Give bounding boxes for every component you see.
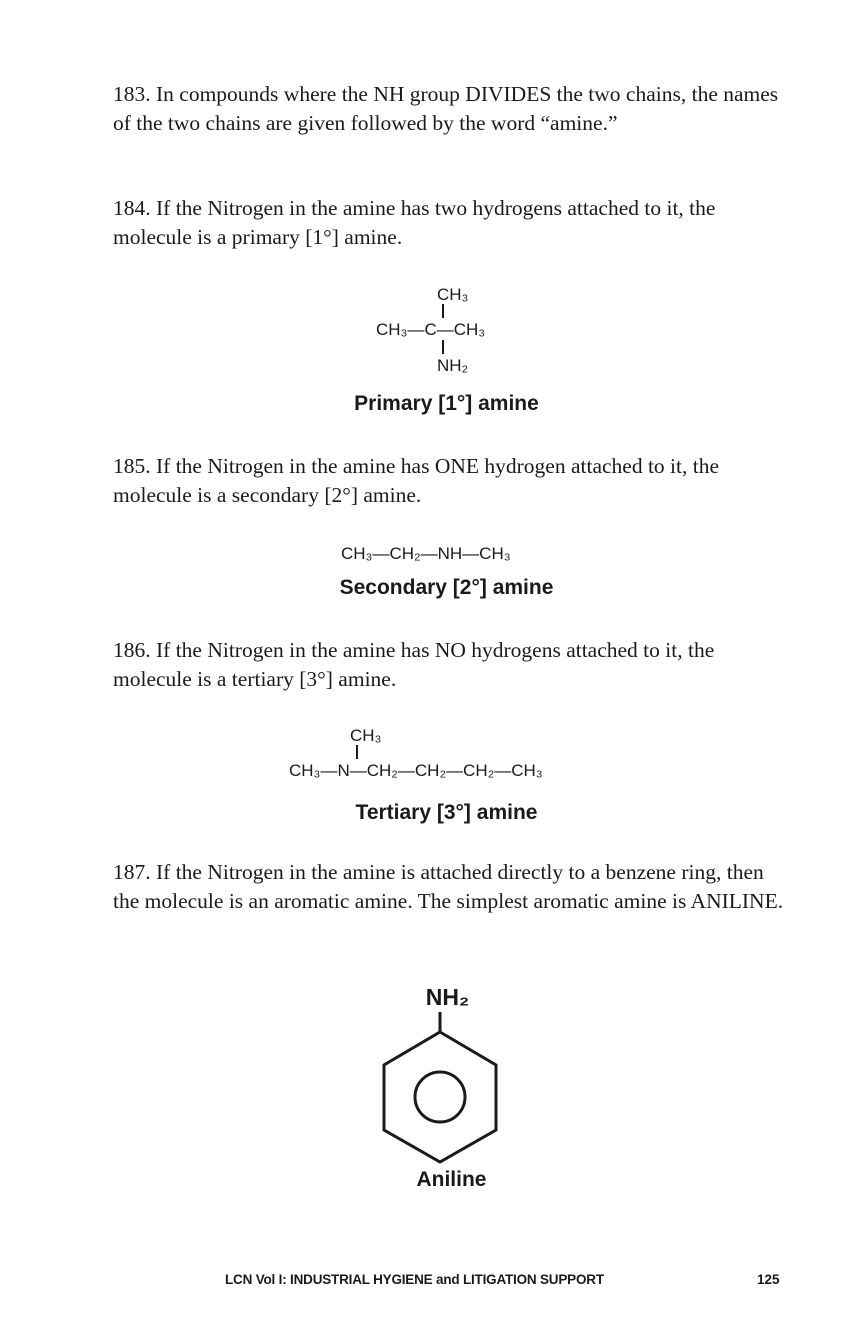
benzene-hexagon <box>384 1032 496 1162</box>
page-number: 125 <box>757 1272 780 1287</box>
paragraph-187: 187. If the Nitrogen in the amine is attached directly to a benzene ring, then the molecule is an aromatic amine. The simplest aromatic amine is ANILINE. <box>113 860 784 913</box>
primary-top-group: CH₃ <box>437 285 469 304</box>
primary-top-bond <box>442 304 444 318</box>
paragraph-184: 184. If the Nitrogen in the amine has two hydrogens attached to it, the molecule is a primary [1°] amine. <box>113 196 716 249</box>
secondary-amine-caption: Secondary [2°] amine <box>339 576 554 599</box>
tertiary-top-group: CH₃ <box>350 726 382 745</box>
tertiary-amine-caption: Tertiary [3°] amine <box>355 801 538 824</box>
primary-amine-caption: Primary [1°] amine <box>354 392 539 415</box>
paragraph-186: 186. If the Nitrogen in the amine has NO hydrogens attached to it, the molecule is a tertiary [3°] amine. <box>113 638 715 691</box>
benzene-ring <box>370 1010 510 1170</box>
primary-bottom-group: NH₂ <box>437 356 469 375</box>
running-footer: LCN Vol I: INDUSTRIAL HYGIENE and LITIGATION SUPPORT <box>225 1272 604 1287</box>
tertiary-main-chain: CH₃—N—CH₂—CH₂—CH₂—CH₃ <box>289 761 543 780</box>
primary-main-chain: CH₃—C—CH₃ <box>376 320 486 339</box>
paragraph-183: 183. In compounds where the NH group DIVIDES the two chains, the names of the two chains are given followed by the word “amine.” <box>113 82 779 135</box>
aniline-caption: Aniline <box>416 1168 487 1191</box>
tertiary-bond <box>356 745 358 759</box>
benzene-aromatic-circle <box>415 1072 465 1122</box>
paragraph-185: 185. If the Nitrogen in the amine has ONE hydrogen attached to it, the molecule is a secondary [2°] amine. <box>113 454 720 507</box>
aniline-nh2-label: NH₂ <box>425 984 470 1010</box>
secondary-amine-formula: CH₃—CH₂—NH—CH₃ <box>341 544 511 563</box>
primary-bottom-bond <box>442 340 444 354</box>
